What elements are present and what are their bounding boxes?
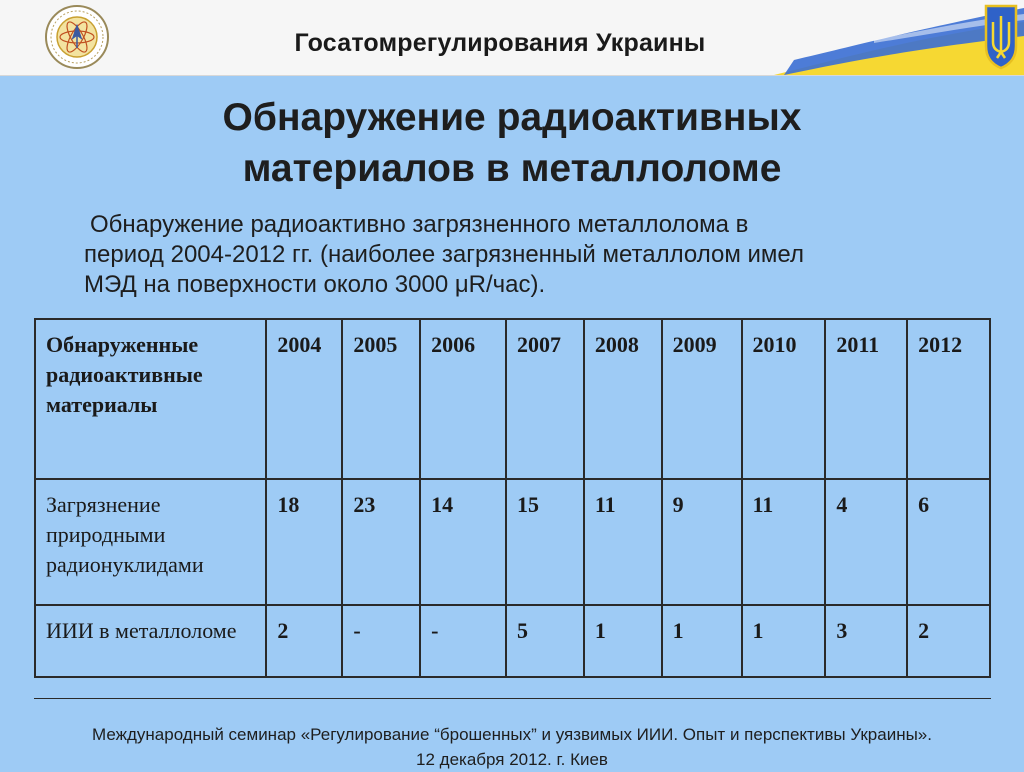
table-cell: - — [342, 605, 420, 677]
footer-line-2: 12 декабря 2012. г. Киев — [416, 750, 608, 769]
description-line-1: Обнаружение радиоактивно загрязненного металлолома в — [90, 211, 749, 238]
table-cell: 9 — [662, 479, 742, 605]
year-header: 2010 — [742, 319, 826, 479]
description-line-3: МЭД на поверхности около 3000 μR/час). — [84, 271, 546, 298]
organization-title: Госатомрегулирования Украины — [294, 29, 706, 57]
description-line-2: период 2004-2012 гг. (наиболее загрязненный металлолом имел — [84, 241, 804, 268]
footer-divider — [34, 698, 991, 699]
slide-title — [0, 92, 1024, 194]
description-text — [84, 210, 964, 300]
detection-table — [34, 318, 991, 678]
header-bar — [0, 0, 1024, 76]
table-row — [35, 605, 990, 677]
table-cell: 1 — [584, 605, 662, 677]
table-cell: 2 — [266, 605, 342, 677]
table-cell: 6 — [907, 479, 990, 605]
slide-title-line-2: материалов в металлоломе — [242, 147, 782, 190]
table-cell: 15 — [506, 479, 584, 605]
footer-line-1: Международный семинар «Регулирование “брошенных” и уязвимых ИИИ. Опыт и перспективы Украины». — [92, 725, 932, 744]
table-row — [35, 479, 990, 605]
year-header: 2004 — [266, 319, 342, 479]
year-header: 2007 — [506, 319, 584, 479]
footer — [0, 722, 1024, 772]
year-header: 2009 — [662, 319, 742, 479]
table-cell: 5 — [506, 605, 584, 677]
row-label: ИИИ в металлоломе — [35, 605, 266, 677]
year-header: 2006 — [420, 319, 506, 479]
table-cell: - — [420, 605, 506, 677]
table-cell: 1 — [662, 605, 742, 677]
table-cell: 2 — [907, 605, 990, 677]
table-cell: 23 — [342, 479, 420, 605]
table-header-label: Обнаруженные радиоактивные материалы — [35, 319, 266, 479]
year-header: 2005 — [342, 319, 420, 479]
table-cell: 1 — [742, 605, 826, 677]
table-cell: 11 — [742, 479, 826, 605]
table-cell: 4 — [825, 479, 907, 605]
table-cell: 11 — [584, 479, 662, 605]
slide-title-line-1: Обнаружение радиоактивных — [222, 96, 802, 139]
table-header-row — [35, 319, 990, 479]
year-header: 2008 — [584, 319, 662, 479]
table-cell: 14 — [420, 479, 506, 605]
table-cell: 18 — [266, 479, 342, 605]
year-header: 2011 — [825, 319, 907, 479]
row-label: Загрязнение природными радионуклидами — [35, 479, 266, 605]
year-header: 2012 — [907, 319, 990, 479]
ukraine-coat-of-arms-icon — [754, 0, 1024, 75]
table-cell: 3 — [825, 605, 907, 677]
